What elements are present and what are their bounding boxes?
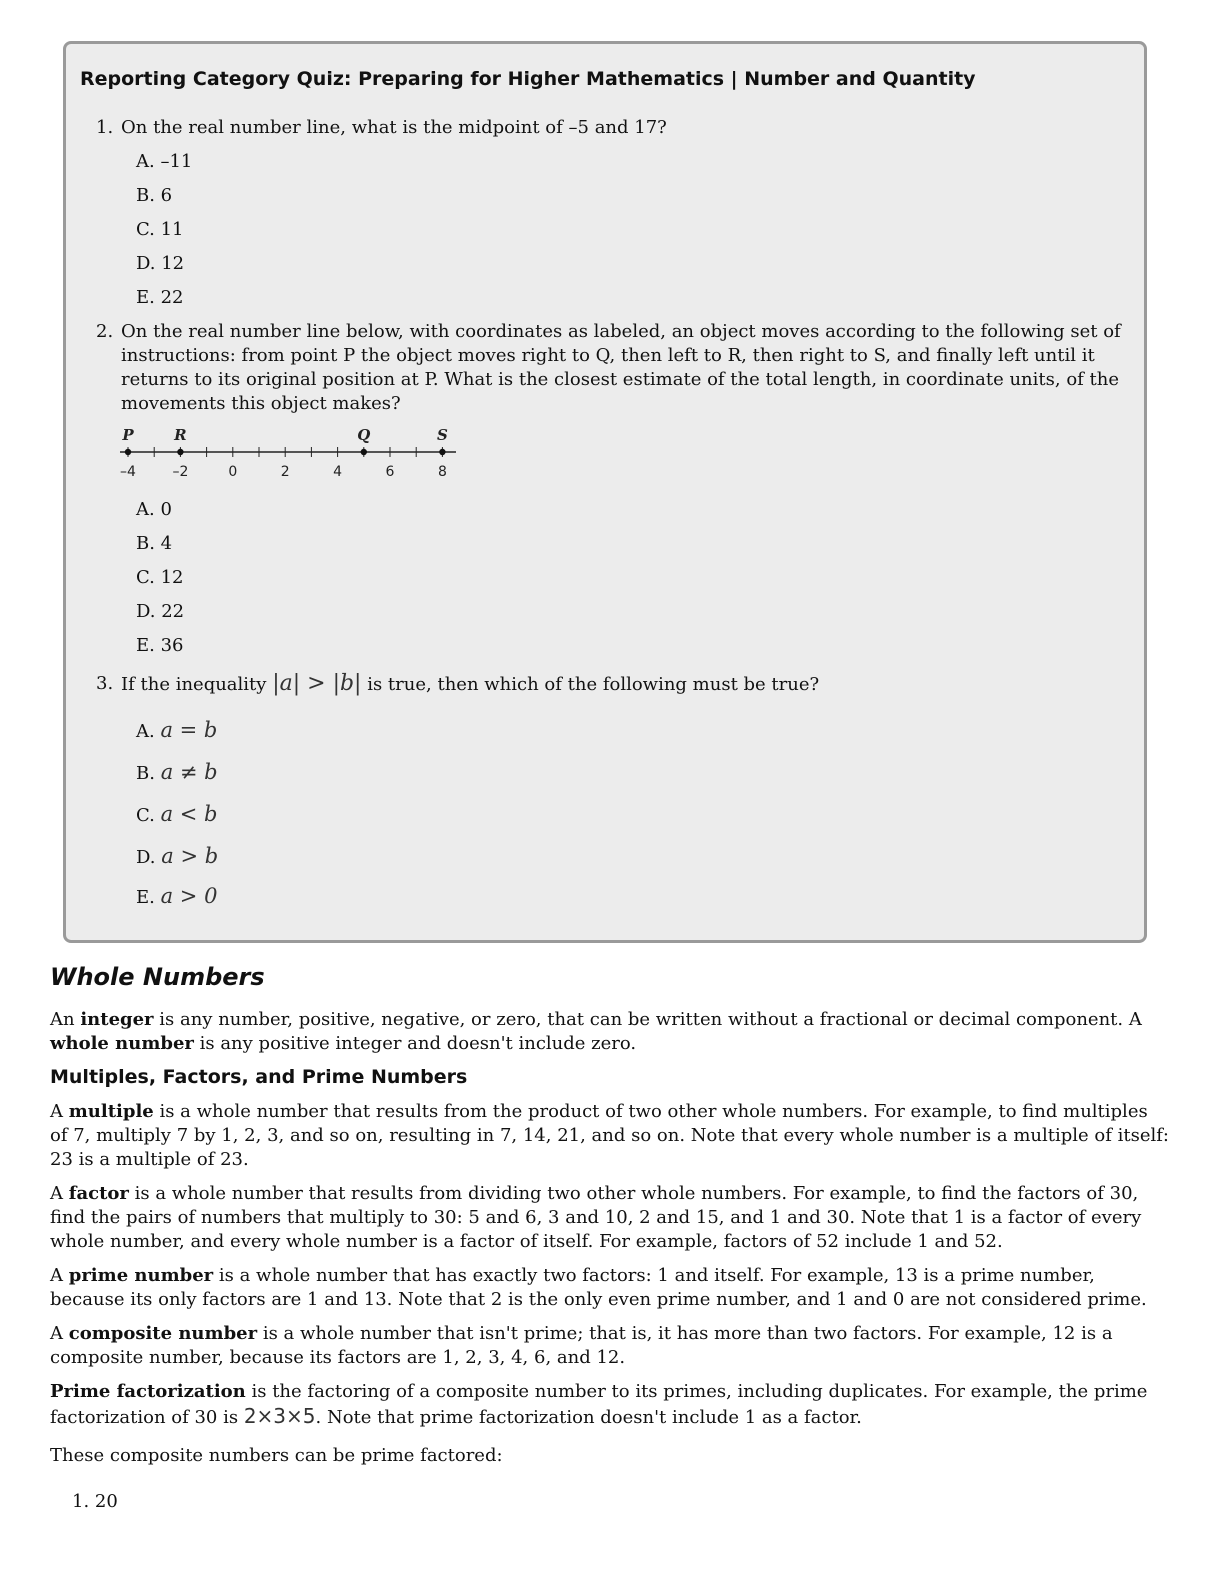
text: A <box>50 1265 69 1286</box>
number-line <box>118 422 468 482</box>
number-line-point-label: S <box>436 426 448 444</box>
q3-choice-a <box>136 718 217 744</box>
q2-choice-a: A. 0 <box>136 499 172 520</box>
term-composite-number: composite number <box>68 1323 258 1344</box>
term-factor: factor <box>68 1183 129 1204</box>
choice-letter: D. <box>136 847 156 868</box>
q2-choice-e: E. 36 <box>136 635 184 656</box>
factor-paragraph <box>50 1182 1170 1254</box>
q3-choice-c <box>136 802 218 828</box>
q3-choice-d <box>136 844 218 870</box>
choice-expr: a < b <box>160 802 218 826</box>
factorization-paragraph <box>50 1380 1170 1430</box>
question-number: 1. <box>96 117 114 138</box>
number-line-point-p <box>125 449 131 455</box>
question-number: 2. <box>96 321 114 342</box>
q1-choice-a: A. –11 <box>136 151 193 172</box>
q1-choice-c: C. 11 <box>136 219 184 240</box>
text: A <box>50 1183 69 1204</box>
question-3 <box>96 672 1126 697</box>
term-integer: integer <box>80 1009 154 1030</box>
number-line-tick-label: 0 <box>228 464 238 480</box>
q1-choice-d: D. 12 <box>136 253 185 274</box>
term-whole-number: whole number <box>50 1033 194 1054</box>
number-line-points <box>121 426 448 455</box>
q3-inequality: |a| > |b| <box>272 671 362 696</box>
q2-choice-c: C. 12 <box>136 567 184 588</box>
question-2 <box>96 320 1126 416</box>
question-text: On the real number line, what is the midpoint of –5 and 17? <box>121 117 667 138</box>
factorization-expr: 2×3×5 <box>243 1404 316 1428</box>
choice-expr: a > b <box>161 844 219 868</box>
subheading: Multiples, Factors, and Prime Numbers <box>50 1066 468 1088</box>
q1-choice-b: B. 6 <box>136 185 173 206</box>
q2-choice-d: D. 22 <box>136 601 185 622</box>
text: A <box>50 1101 69 1122</box>
intro-paragraph <box>50 1008 1170 1056</box>
text: An <box>50 1009 81 1030</box>
prime-paragraph <box>50 1264 1170 1312</box>
number-line-point-label: R <box>174 426 187 444</box>
list-item: 1. 20 <box>72 1491 118 1512</box>
question-1 <box>96 116 1126 140</box>
choice-letter: A. <box>136 721 155 742</box>
choice-expr: a = b <box>160 718 218 742</box>
q1-choice-e: E. 22 <box>136 287 184 308</box>
number-line-tick-label: 8 <box>437 464 447 480</box>
text: is a whole number that has exactly two factors: 1 and itself. For example, 13 is a prime number, because its only factors are 1 and 13. Note that 2 is the only even prime number, and 1 and 0 are not considered prime. <box>50 1265 1147 1310</box>
section-heading: Whole Numbers <box>50 963 265 991</box>
composite-paragraph <box>50 1322 1170 1370</box>
text: is a whole number that results from the product of two other whole numbers. For example, to find multiples of 7, multiply 7 by 1, 2, 3, and so on, resulting in 7, 14, 21, and so on. Note that every whole number is a multiple of itself: 23 is a multiple of 23. <box>50 1101 1169 1170</box>
number-line-point-s <box>439 449 445 455</box>
number-line-point-label: P <box>122 426 134 444</box>
text: A <box>50 1323 69 1344</box>
term-prime-factorization: Prime factorization <box>50 1381 246 1402</box>
choice-expr: a ≠ b <box>160 760 218 784</box>
choice-letter: C. <box>136 805 155 826</box>
number-line-tick-label: 6 <box>385 464 395 480</box>
multiple-paragraph <box>50 1100 1170 1172</box>
closing-paragraph: These composite numbers can be prime factored: <box>50 1445 503 1466</box>
question-text: On the real number line below, with coordinates as labeled, an object moves according to the following set of instructions: from point P the object moves right to Q, then left to R, then right to S, and finally left until it returns to its original position at P. What is the closest estimate of the total length, in coordinate units, of the movements this object makes? <box>121 321 1121 414</box>
question-number: 3. <box>96 673 114 694</box>
number-line-tick-labels <box>120 464 447 480</box>
number-line-point-label: Q <box>357 426 371 444</box>
text: . Note that prime factorization doesn't include 1 as a factor. <box>315 1407 862 1428</box>
question-text <box>121 672 1126 697</box>
text: is a whole number that isn't prime; that is, it has more than two factors. For example, 12 is a composite number, because its factors are 1, 2, 3, 4, 6, and 12. <box>50 1323 1113 1368</box>
quiz-box <box>63 41 1147 943</box>
number-line-tick-label: 4 <box>333 464 343 480</box>
text: is a whole number that results from dividing two other whole numbers. For example, to find the factors of 30, find the pairs of numbers that multiply to 30: 5 and 6, 3 and 10, 2 and 15, and 1 and 30. Note that 1 is a factor of every whole number, and every whole number is a factor of itself. For example, factors of 52 include 1 and 52. <box>50 1183 1142 1252</box>
number-line-point-r <box>177 449 183 455</box>
text: is the factoring of a composite number to its primes, including duplicates. For example, the prime factorization of 30 is <box>50 1381 1148 1428</box>
number-line-point-q <box>361 449 367 455</box>
number-line-tick-label: –2 <box>172 464 189 480</box>
choice-letter: E. <box>136 887 155 908</box>
number-line-tick-label: 2 <box>280 464 290 480</box>
q3-text-before: If the inequality <box>121 674 267 695</box>
term-prime-number: prime number <box>68 1265 214 1286</box>
term-multiple: multiple <box>68 1101 154 1122</box>
text: is any number, positive, negative, or zero, that can be written without a fractional or decimal component. A <box>153 1009 1142 1030</box>
text: is any positive integer and doesn't include zero. <box>193 1033 637 1054</box>
number-line-tick-label: –4 <box>120 464 136 480</box>
q3-choice-e <box>136 884 217 910</box>
quiz-title: Reporting Category Quiz: Preparing for Higher Mathematics | Number and Quantity <box>80 68 976 90</box>
q3-choice-b <box>136 760 218 786</box>
q3-text-after: is true, then which of the following must be true? <box>367 674 820 695</box>
choice-expr: a > 0 <box>160 884 218 908</box>
q2-choice-b: B. 4 <box>136 533 173 554</box>
choice-letter: B. <box>136 763 155 784</box>
